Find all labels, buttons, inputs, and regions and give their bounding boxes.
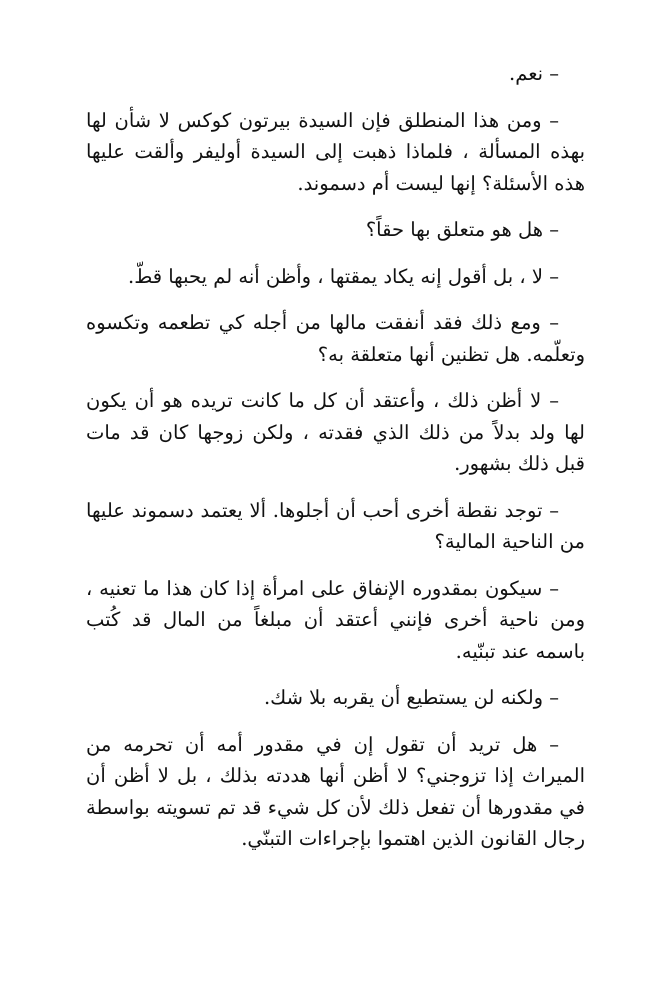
paragraph-10: – هل تريد أن تقول إن في مقدور أمه أن تحرمه من الميراث إذا تزوجني؟ لا أظن أنها هددته بذلك ، بل لا أظن أن في مقدورها أن تفعل ذلك لأن كل شيء قد تم تسويته بواسطة رجال القانون الذين اهتموا بإجراءات التبنّي. <box>86 732 585 850</box>
paragraph-4: – لا ، بل أقول إنه يكاد يمقتها ، وأظن أنه لم يحبها قطّ. <box>128 264 559 288</box>
paragraph-3: – هل هو متعلق بها حقاً؟ <box>365 218 559 241</box>
paragraph-6: – لا أظن ذلك ، وأعتقد أن كل ما كانت تريده هو أن يكون لها ولد بدلاً من ذلك الذي فقدته ، ولكن زوجها كان قد مات قبل ذلك بشهور. <box>86 389 585 475</box>
paragraph-7: – توجد نقطة أخرى أحب أن أجلوها. ألا يعتمد دسموند عليها من الناحية المالية؟ <box>86 498 585 553</box>
paragraph-8: – سيكون بمقدوره الإنفاق على امرأة إذا كان هذا ما تعنيه ، ومن ناحية أخرى فإنني أعتقد أن مبلغاً من المال قد كُتب باسمه عند تبنّيه. <box>86 576 585 663</box>
paragraph-5: – ومع ذلك فقد أنفقت مالها من أجله كي تطعمه وتكسوه وتعلّمه. هل تظنين أنها متعلقة به؟ <box>86 311 585 366</box>
book-page <box>86 58 585 870</box>
paragraph-1: – نعم. <box>509 62 559 85</box>
paragraph-2: – ومن هذا المنطلق فإن السيدة بيرتون كوكس لا شأن لها بهذه المسألة ، فلماذا ذهبت إلى السيدة أوليفر وألقت عليها هذه الأسئلة؟ إنها ليست أم دسموند. <box>86 108 585 195</box>
paragraph-9: – ولكنه لن يستطيع أن يقربه بلا شك. <box>263 686 559 709</box>
